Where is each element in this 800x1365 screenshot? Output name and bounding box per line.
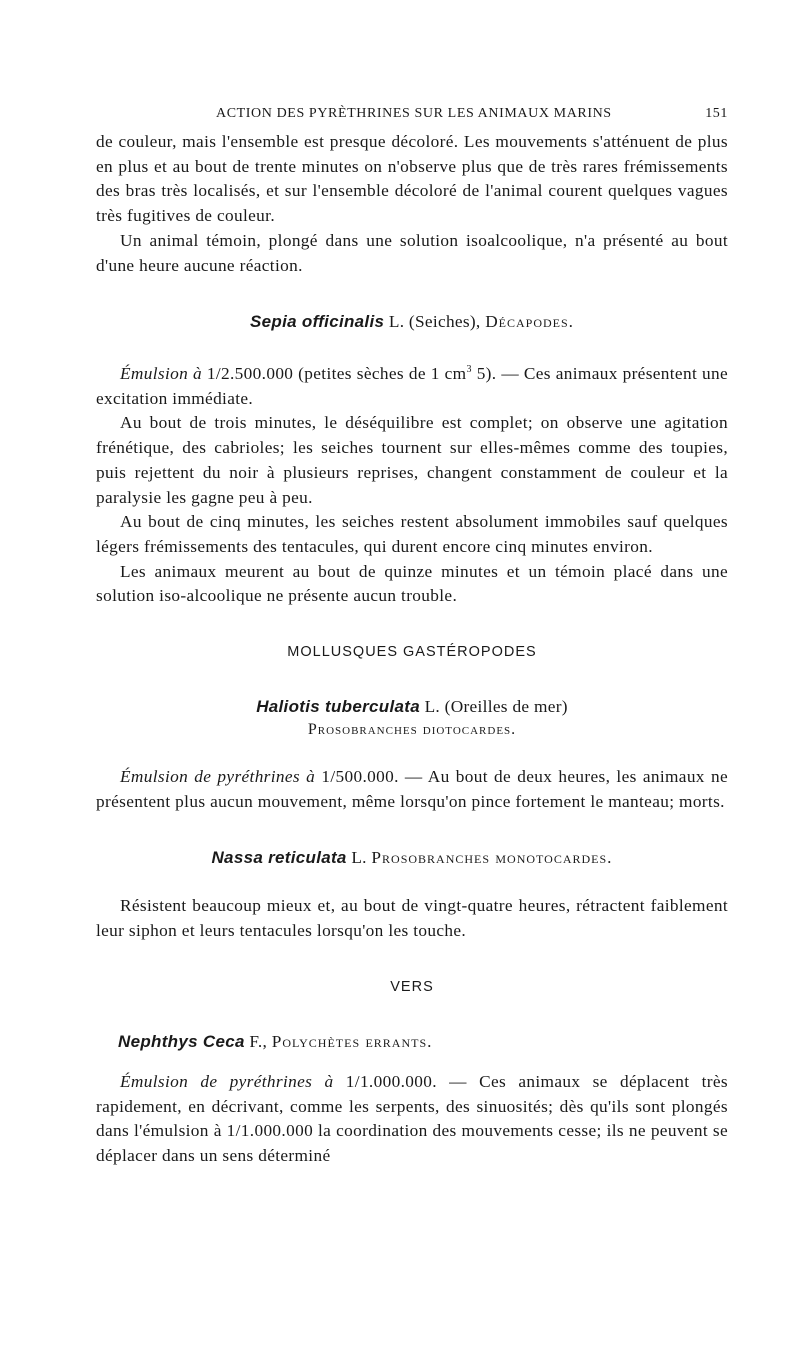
paragraph: Les animaux meurent au bout de quinze minutes et un témoin placé dans une solution iso-alcoolique ne présente aucun trouble. [96, 561, 728, 606]
running-title: ACTION DES PYRÈTHRINES SUR LES ANIMAUX MARINS [216, 106, 612, 121]
species-author: F., [244, 1031, 272, 1051]
emulsion-label: Émulsion de pyréthrines à [120, 767, 316, 787]
paragraph: Émulsion à 1/2.500.000 (petites sèches de 1 $cm^3$ 5). — Ces animaux présentent une excitation immédiate. [96, 363, 728, 408]
species-heading-nassa [96, 846, 728, 870]
species-heading-haliotis [96, 695, 728, 719]
species-heading-sepia [96, 310, 728, 334]
paragraph: de couleur, mais l'ensemble est presque décoloré. Les mouvements s'atténuent de plus en plus et au bout de trente minutes on n'observe plus que de très rares frémissements des bras très localisés, et sur l'ensemble décoloré de l'animal courent quelques vagues très fugitives de couleur. [96, 132, 728, 226]
emulsion-label: Émulsion de pyréthrines à [120, 1071, 334, 1091]
page [96, 100, 728, 1169]
species-author: L. (Oreilles de mer) [419, 697, 568, 717]
species-group: Prosobranches diotocardes. [307, 721, 517, 739]
paragraph: Au bout de trois minutes, le déséquilibre est complet; on observe une agitation frénétique, des cabrioles; les seiches tournent sur elles-mêmes comme des toupies, puis rejettent du noir à plusieurs reprises, changent constamment de couleur et la paralysie les gagne peu à peu. [96, 413, 728, 507]
species-group: Polychètes errants. [271, 1031, 433, 1051]
paragraph: Un animal témoin, plongé dans une solution isoalcoolique, n'a présenté au bout d'une heure aucune réaction. [96, 230, 728, 275]
species-latin-name: Nephthys Ceca [118, 1031, 245, 1051]
paragraph: Résistent beaucoup mieux et, au bout de vingt-quatre heures, rétractent faiblement leur siphon et leurs tentacules lorsqu'on les touche. [96, 896, 728, 941]
paragraph: Émulsion de pyréthrines à 1/500.000. — Au bout de deux heures, les animaux ne présentent plus aucun mouvement, même lorsqu'on pince fortement le manteau; morts. [96, 767, 728, 811]
paragraph: Émulsion de pyréthrines à 1/1.000.000. — Ces animaux se déplacent très rapidement, en décrivant, comme les serpents, des sinuosités; dès qu'ils sont plongés dans l'émulsion à 1/1.000.000 la coordination des mouvements cesse; ils ne peuvent se déplacer dans un sens déterminé [96, 1071, 728, 1165]
species-author: L. (Seiches), [384, 312, 486, 332]
species-latin-name: Nassa reticulata [211, 848, 347, 868]
species-group: Décapodes. [485, 312, 574, 332]
species-group: Prosobranches monotocardes. [371, 848, 613, 868]
species-heading-nephthys [96, 1030, 728, 1054]
running-header [96, 100, 728, 130]
paragraph: Au bout de cinq minutes, les seiches restent absolument immobiles sauf quelques légers frémissements des tentacules, qui durent encore cinq minutes environ. [96, 512, 728, 556]
emulsion-label: Émulsion à [120, 363, 202, 383]
page-number: 151 [705, 106, 728, 121]
species-author: L. [346, 848, 372, 868]
species-latin-name: Haliotis tuberculata [256, 697, 420, 717]
species-latin-name: Sepia officinalis [250, 312, 385, 332]
section-heading-gastropodes: MOLLUSQUES GASTÉROPODES [287, 644, 537, 661]
section-heading-vers: VERS [390, 978, 434, 995]
